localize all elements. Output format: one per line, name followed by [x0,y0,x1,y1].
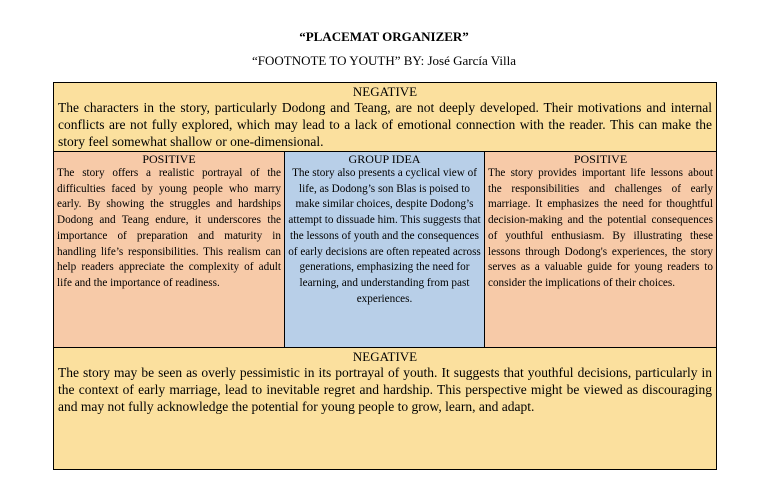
left-positive-box [54,152,285,347]
placemat-organizer [53,82,717,470]
top-negative-heading: NEGATIVE [352,84,418,99]
bottom-negative-text: The story may be seen as overly pessimistic in its portrayal of youth. It suggests that youthful decisions, particularly in the context of early marriage, lead to inevitable regret and hardship. This perspective might be viewed as discouraging and may not fully acknowledge the potential for young people to grow, learn, and adapt. [58,365,712,414]
group-idea-text: The story also presents a cyclical view of life, as Dodong’s son Blas is poised to make similar choices, despite Dodong’s attempt to dissuade him. This suggests that the lessons of youth and the consequences of early decisions are often repeated across generations, emphasizing the need for learning, and understanding from past experiences. [288,167,481,305]
top-negative-text: The characters in the story, particularly Dodong and Teang, are not deeply developed. Their motivations and internal conflicts are not fully explored, which may lead to a lack of emotional connection with the reader. This can make the story feel somewhat shallow or one-dimensional. [58,100,712,149]
right-positive-box [485,152,716,347]
group-idea-heading: GROUP IDEA [348,152,421,166]
group-idea-box [285,152,485,347]
right-positive-heading: POSITIVE [573,152,628,166]
top-negative-box [54,83,716,152]
bottom-negative-heading: NEGATIVE [352,349,418,364]
left-positive-text: The story offers a realistic portrayal of the difficulties faced by young people who marry early. By showing the struggles and hardships Dodong and Teang endure, it underscores the importance of preparation and maturity in handling life’s responsibilities. This realism can help readers appreciate the complexity of adult life and the importance of readiness. [57,167,281,289]
document-title: “PLACEMAT ORGANIZER” [299,29,469,44]
bottom-negative-box [54,347,716,469]
left-positive-heading: POSITIVE [142,152,196,166]
document-subtitle: “FOOTNOTE TO YOUTH” BY: José García Villa [252,53,516,68]
right-positive-text: The story provides important life lessons about the responsibilities and challenges of early marriage. It emphasizes the need for thoughtful decision-making and the potential consequences of youthful enthusiasm. By illustrating these lessons through Dodong's experiences, the story serves as a valuable guide for young readers to consider the implications of their choices. [488,167,713,289]
